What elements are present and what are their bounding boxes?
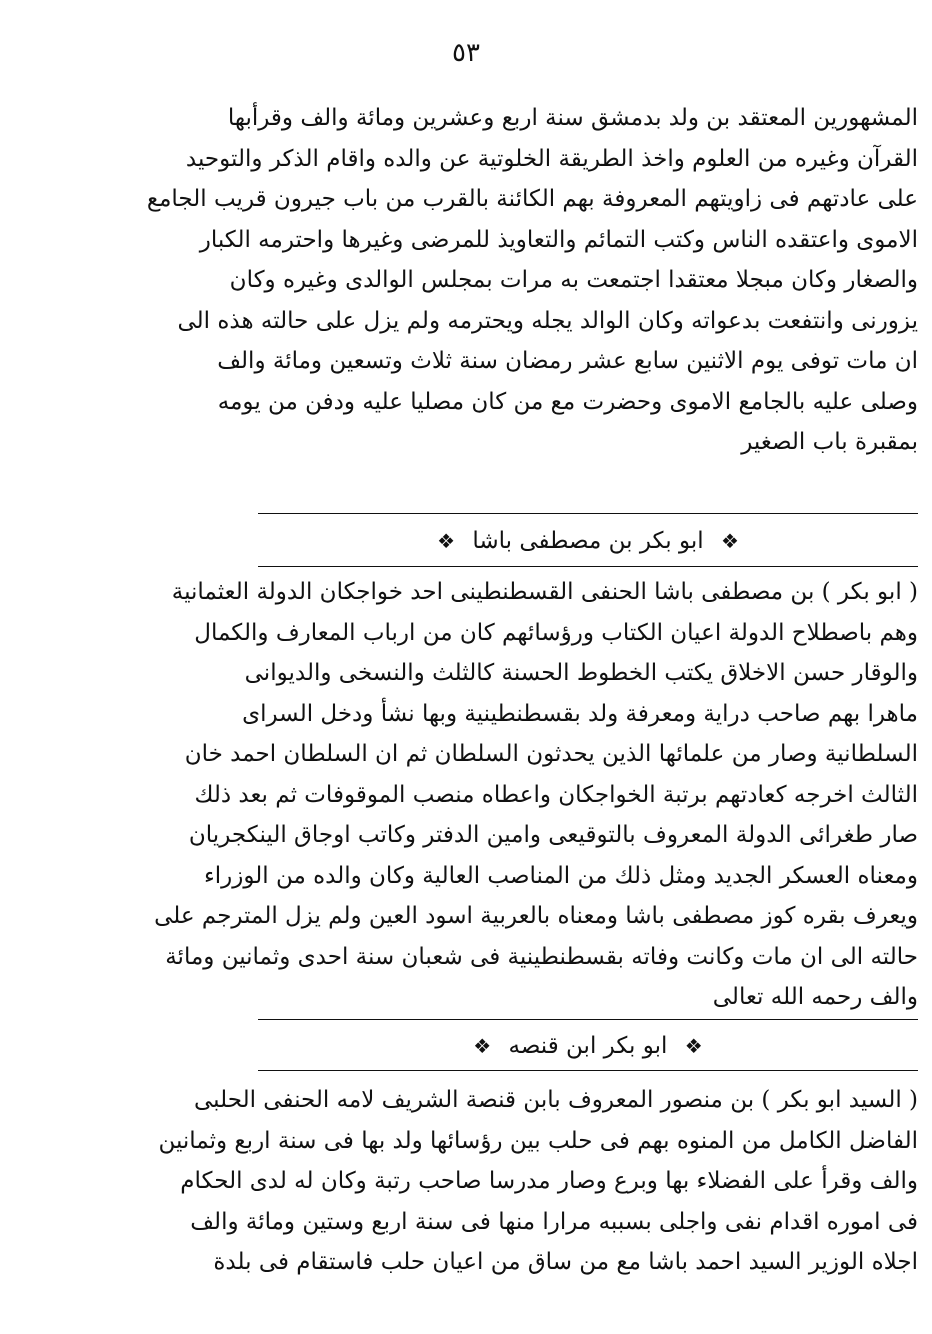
- text-line: ( ابو بكر ) بن مصطفى باشا الحنفى القسطنطينى احد خواجكان الدولة العثمانية: [171, 579, 918, 605]
- text-line: السلطانية وصار من علمائها الذين يحدثون السلطان ثم ان السلطان احمد خان: [184, 741, 918, 767]
- text-line: القرآن وغيره من العلوم واخذ الطريقة الخلوتية عن والده واقام الذكر والتوحيد: [185, 145, 918, 172]
- text-line: والصغار وكان مبجلا معتقدا اجتمعت به مرات بمجلس الوالدى وغيره وكان: [229, 267, 918, 293]
- ornament-icon: ❖: [437, 529, 456, 553]
- section-rule: [258, 566, 918, 567]
- text-line: فى اموره اقدام نفى واجلى بسببه مرارا منها فى سنة اربع وستين ومائة والف: [190, 1208, 918, 1235]
- text-line: صار طغرائى الدولة المعروف بالتوقيعى وامين الدفتر وكاتب اوجاق الينكجريان: [188, 822, 918, 848]
- text-line: وصلى عليه بالجامع الاموى وحضرت مع من كان مصليا عليه ودفن من يومه: [217, 388, 918, 415]
- entry-body: [158, 1080, 918, 1283]
- text-line: ( السيد ابو بكر ) بن منصور المعروف بابن قنصة الشريف لامه الحنفى الحلبى: [194, 1087, 918, 1113]
- text-line: يزورنى وانتفعت بدعواته وكان الوالد يجله ويحترمه ولم يزل على حالته هذه الى: [177, 307, 918, 334]
- text-line: ان مات توفى يوم الاثنين سابع عشر رمضان سنة ثلاث وتسعين ومائة والف: [217, 348, 918, 374]
- entry-heading: [258, 520, 918, 561]
- text-line: على عادتهم فى زاويتهم المعروفة بهم الكائنة بالقرب من باب جيرون قريب الجامع: [146, 186, 918, 212]
- text-line: ماهرا بهم صاحب دراية ومعرفة ولد بقسطنطينية وبها نشأ ودخل السراى: [242, 700, 918, 727]
- ornament-icon: ❖: [473, 1034, 492, 1058]
- text-line: حالته الى ان مات وكانت وفاته بقسطنطينية فى شعبان سنة احدى وثمانين ومائة: [165, 943, 918, 970]
- entry-title: ابو بكر بن مصطفى باشا: [472, 528, 704, 554]
- section-rule: [258, 1070, 918, 1071]
- ornament-icon: ❖: [720, 529, 739, 553]
- text-line: ومعناه العسكر الجديد ومثل ذلك من المناصب العالية وكان والده من الوزراء: [203, 862, 918, 889]
- text-line: المشهورين المعتقد بن ولد بدمشق سنة اربع وعشرين ومائة والف وقرأبها: [227, 105, 918, 131]
- text-line: ويعرف بقره كوز مصطفى باشا ومعناه بالعربية اسود العين ولم يزل المترجم على: [154, 903, 918, 929]
- text-line: وهم باصطلاح الدولة اعيان الكتاب ورؤسائهم كان من ارباب المعارف والكمال: [194, 619, 918, 646]
- text-line: الاموى واعتقده الناس وكتب التمائم والتعاويذ للمرضى وغيرها واحترمه الكبار: [199, 226, 918, 253]
- section-rule: [258, 513, 918, 514]
- text-line: بمقبرة باب الصغير: [741, 429, 918, 455]
- entry-title: ابو بكر ابن قنصه: [508, 1033, 668, 1059]
- text-line: اجلاه الوزير السيد احمد باشا مع من ساق من اعيان حلب فاستقام فى بلدة: [213, 1249, 918, 1275]
- entry-heading: [258, 1025, 918, 1066]
- ornament-icon: ❖: [684, 1034, 703, 1058]
- text-line: والوقار حسن الاخلاق يكتب الخطوط الحسنة كالثلث والنسخى والديوانى: [244, 660, 918, 686]
- text-line: والف وقرأ على الفضلاء بها وبرع وصار مدرسا صاحب رتبة وكان له لدى الحكام: [180, 1168, 918, 1194]
- page-number: ٥٣: [452, 38, 480, 68]
- text-line: والف رحمه الله تعالى: [712, 984, 918, 1010]
- text-line: الثالث اخرجه كعادتهم برتبة الخواجكان واعطاه منصب الموقوفات ثم بعد ذلك: [194, 781, 918, 808]
- section-rule: [258, 1019, 918, 1020]
- entry-body: [154, 572, 918, 1018]
- text-line: الفاضل الكامل من المنوه بهم فى حلب بين رؤسائها ولد بها فى سنة اربع وثمانين: [158, 1127, 918, 1154]
- paragraph-continuation: [146, 98, 918, 463]
